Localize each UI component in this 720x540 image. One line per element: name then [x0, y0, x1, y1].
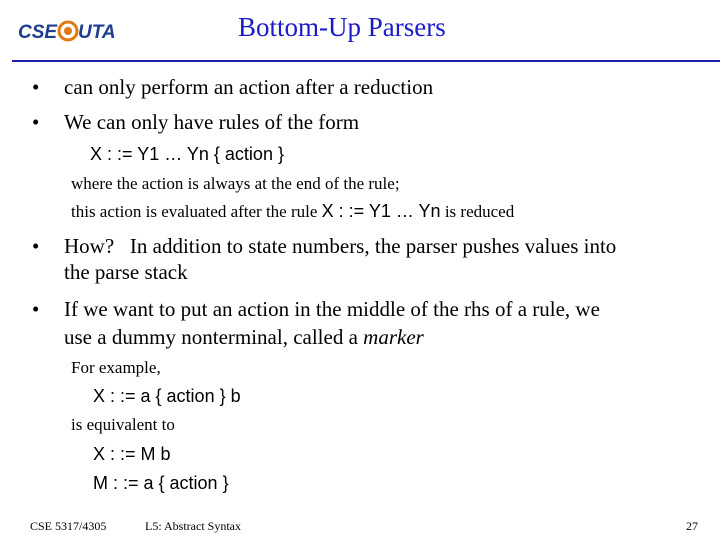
- bullet-3-line-1: How? In addition to state numbers, the parser pushes values into: [64, 234, 617, 258]
- bullet-4: [32, 297, 712, 347]
- cse-uta-logo: [18, 18, 118, 44]
- bullet-4-line-1: If we want to put an action in the middle of the rhs of a rule, we: [64, 297, 600, 321]
- equivalent-line: is equivalent to: [71, 415, 175, 434]
- bullet-3-line-2: the parse stack: [64, 260, 188, 284]
- bullet-2: [32, 110, 712, 134]
- svg-text:UTA: UTA: [78, 22, 116, 43]
- equiv-rule-1: X : := M b: [93, 444, 171, 464]
- marker-word: marker: [363, 325, 424, 349]
- bullet-marker: •: [32, 297, 40, 321]
- where-line: where the action is always at the end of the rule;: [71, 174, 400, 193]
- evaluated-prefix: this action is evaluated after the rule: [71, 202, 322, 221]
- example-rule: X : := a { action } b: [93, 386, 241, 406]
- footer-lecture: L5: Abstract Syntax: [145, 519, 241, 533]
- evaluated-rule: X : := Y1 … Yn: [321, 201, 441, 221]
- bullet-marker: •: [32, 110, 40, 134]
- evaluated-suffix: is reduced: [440, 202, 515, 221]
- bullet-3: [32, 234, 712, 284]
- for-example: For example,: [71, 358, 161, 377]
- equiv-rule-2: M : := a { action }: [93, 473, 229, 493]
- rule-form: X : := Y1 … Yn { action }: [90, 144, 284, 164]
- evaluated-line: [71, 201, 514, 222]
- bullet-marker: •: [32, 234, 40, 258]
- bullet-marker: •: [32, 75, 40, 99]
- svg-text:CSE: CSE: [18, 22, 58, 43]
- bullet-4-line-2-prefix: use a dummy nonterminal, called a: [64, 325, 364, 349]
- title-divider: [12, 60, 720, 62]
- slide-title: Bottom-Up Parsers: [238, 12, 446, 42]
- bullet-4-line-2: [64, 325, 424, 349]
- footer-page-number: 27: [686, 519, 698, 533]
- footer-course: CSE 5317/4305: [30, 519, 107, 533]
- bullet-2-text: We can only have rules of the form: [64, 110, 360, 134]
- bullet-1: [32, 75, 712, 99]
- bullet-1-text: can only perform an action after a reduction: [64, 75, 434, 99]
